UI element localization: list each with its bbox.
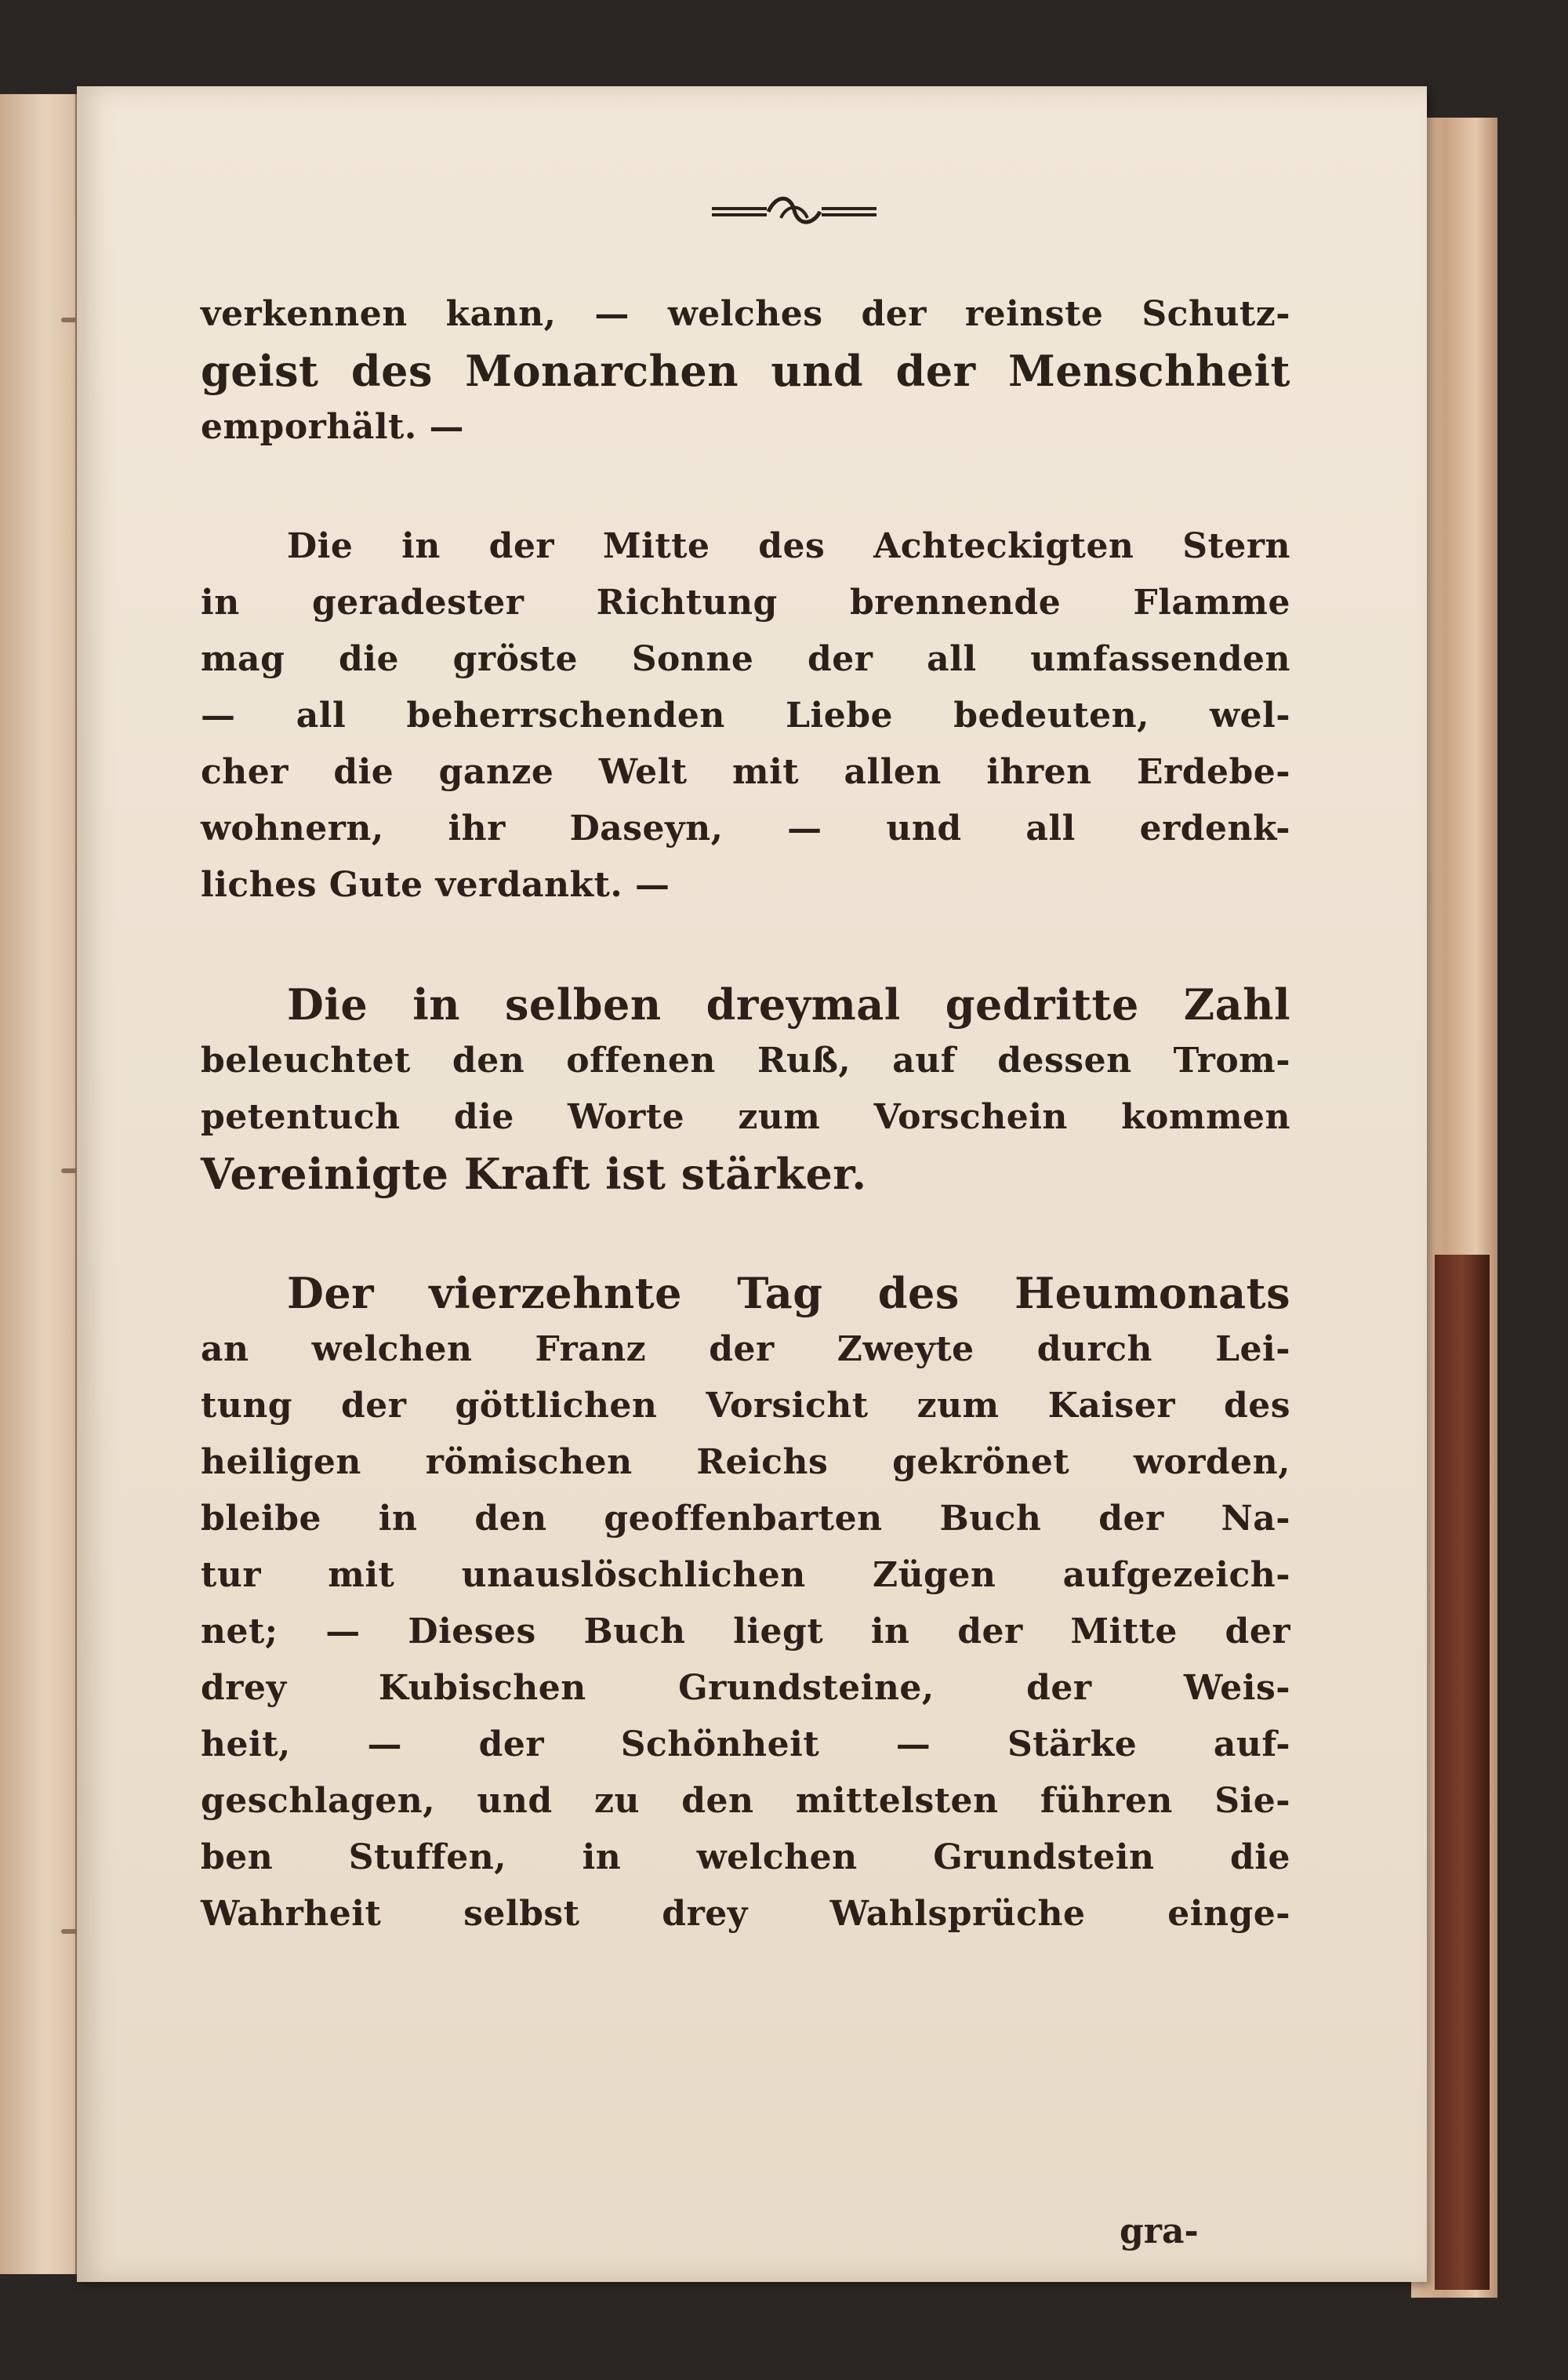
previous-page-edge bbox=[0, 94, 78, 2274]
text-line: verkennen kann, — welches der reinste Schutz- bbox=[201, 294, 1290, 334]
text-line: tung der göttlichen Vorsicht zum Kaiser des bbox=[201, 1386, 1290, 1426]
book-cover-edge bbox=[1435, 1255, 1490, 2290]
catchword: gra- bbox=[1120, 2211, 1199, 2251]
text-line: liches Gute verdankt. — bbox=[201, 865, 670, 905]
paragraph-1 bbox=[201, 286, 1290, 456]
text-line: Die in selben dreymal gedritte Zahl bbox=[287, 979, 1290, 1030]
ornament-icon bbox=[712, 187, 877, 234]
text-line: — all beherrschenden Liebe bedeuten, wel- bbox=[201, 696, 1290, 736]
text-line: geist des Monarchen und der Menschheit bbox=[201, 346, 1290, 396]
text-line: heit, — der Schönheit — Stärke auf- bbox=[201, 1724, 1290, 1764]
text-line: wohnern, ihr Daseyn, — und all erdenk- bbox=[201, 808, 1290, 848]
book-page bbox=[77, 86, 1427, 2282]
page-text bbox=[201, 286, 1290, 1942]
text-line: heiligen römischen Reichs gekrönet worden, bbox=[201, 1442, 1290, 1482]
text-line: Vereinigte Kraft ist stärker. bbox=[201, 1149, 867, 1199]
text-line: emporhält. — bbox=[201, 407, 465, 447]
text-line: ben Stuffen, in welchen Grundstein die bbox=[201, 1837, 1290, 1877]
text-line: beleuchtet den offenen Ruß, auf dessen Trom- bbox=[201, 1041, 1290, 1081]
paragraph-2 bbox=[201, 518, 1290, 914]
text-line: drey Kubischen Grundsteine, der Weis- bbox=[201, 1668, 1290, 1708]
text-line: bleibe in den geoffenbarten Buch der Na- bbox=[201, 1499, 1290, 1539]
text-line: net; — Dieses Buch liegt in der Mitte der bbox=[201, 1611, 1290, 1651]
text-line: in geradester Richtung brennende Flamme bbox=[201, 583, 1290, 623]
text-line: mag die gröste Sonne der all umfassenden bbox=[201, 639, 1290, 679]
paragraph-4 bbox=[201, 1265, 1290, 1942]
text-line: petentuch die Worte zum Vorschein kommen bbox=[201, 1097, 1290, 1137]
paragraph-3 bbox=[201, 976, 1290, 1202]
text-line: Die in der Mitte des Achteckigten Stern bbox=[287, 526, 1290, 566]
text-line: an welchen Franz der Zweyte durch Lei- bbox=[201, 1329, 1290, 1369]
text-line: tur mit unauslöschlichen Zügen aufgezeich- bbox=[201, 1555, 1290, 1595]
text-line: Der vierzehnte Tag des Heumonats bbox=[287, 1268, 1290, 1318]
text-line: cher die ganze Welt mit allen ihren Erdebe- bbox=[201, 752, 1290, 792]
text-line: geschlagen, und zu den mittelsten führen Sie- bbox=[201, 1781, 1290, 1821]
text-line: Wahrheit selbst drey Wahlsprüche einge- bbox=[201, 1894, 1290, 1934]
